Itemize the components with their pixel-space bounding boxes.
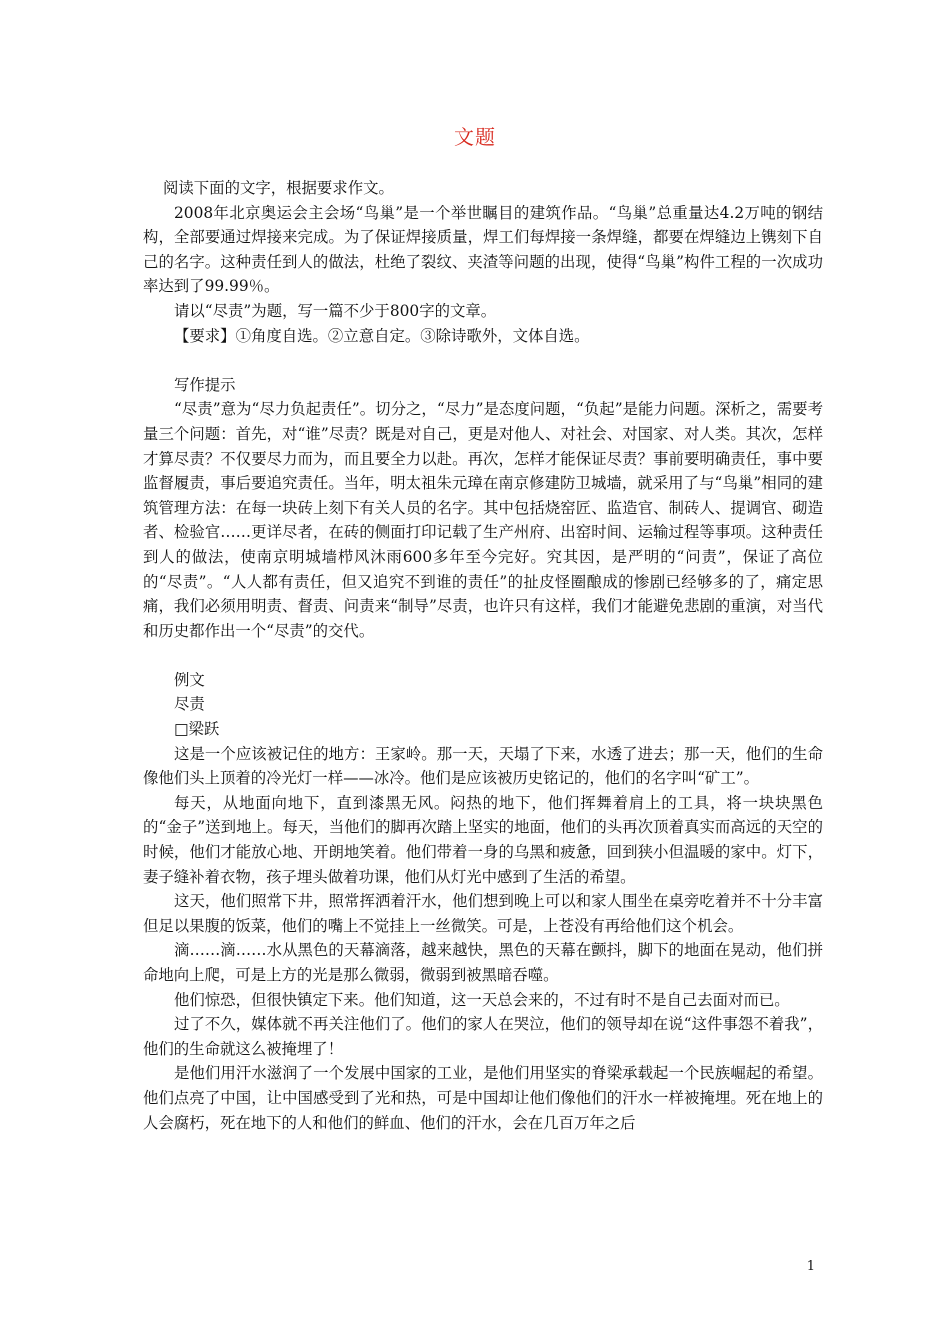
essay-paragraph: 每天，从地面向地下，直到漆黑无风。闷热的地下，他们挥舞着肩上的工具，将一块块黑色的“金子”送到地上。每天，当他们的脚再次踏上坚实的地面，他们的头再次顶着真实而高远的天空的时候，他们才能放心地、开朗地笑着。他们带着一身的乌黑和疲惫，回到狭小但温暖的家中。灯下，妻子缝补着衣物，孩子埋头做着功课，他们从灯光中感到了生活的希望。 bbox=[143, 793, 823, 886]
prompt-requirements: 【要求】①角度自选。②立意自定。③除诗歌外，文体自选。 bbox=[174, 326, 590, 345]
document-body bbox=[143, 176, 823, 1135]
section-spacer bbox=[143, 643, 823, 668]
prompt-material: 2008年北京奥运会主会场“鸟巢”是一个举世瞩目的建筑作品。“鸟巢”总重量达4.2万吨的钢结构，全部要通过焊接来完成。为了保证焊接质量，焊工们每焊接一条焊缝，都要在焊缝边上镌刻下自己的名字。这种责任到人的做法，杜绝了裂纹、夹渣等问题的出现，使得“鸟巢”构件工程的一次成功率达到了99.99％。 bbox=[143, 203, 823, 296]
hint-paragraph: “尽责”意为“尽力负起责任”。切分之，“尽力”是态度问题，“负起”是能力问题。深析之，需要考量三个问题：首先，对“谁”尽责？既是对自己，更是对他人、对社会、对国家、对人类。其次，怎样才算尽责？不仅要尽力而为，而且要全力以赴。再次，怎样才能保证尽责？事前要明确责任，事中要监督履责，事后要追究责任。当年，明太祖朱元璋在南京修建防卫城墙，就采用了与“鸟巢”相同的建筑管理方法：在每一块砖上刻下有关人员的名字。其中包括烧窑匠、监造官、制砖人、提调官、砌造者、检验官……更详尽者，在砖的侧面打印记载了生产州府、出窑时间、运输过程等事项。这种责任到人的做法，使南京明城墙栉风沐雨600多年至今完好。究其因，是严明的“问责”，保证了高位的“尽责”。“人人都有责任，但又追究不到谁的责任”的扯皮怪圈酿成的惨剧已经够多的了，痛定思痛，我们必须用明责、督责、问责来“制导”尽责，也许只有这样，我们才能避免悲剧的重演，对当代和历史都作出一个“尽责”的交代。 bbox=[143, 400, 823, 640]
essay-author: □梁跃 bbox=[174, 720, 220, 739]
essay-paragraph: 这天，他们照常下井，照常挥洒着汗水，他们想到晚上可以和家人围坐在桌旁吃着并不十分丰富但足以果腹的饭菜，他们的嘴上不觉挂上一丝微笑。可是，上苍没有再给他们这个机会。 bbox=[143, 892, 823, 935]
page-number: 1 bbox=[806, 1259, 815, 1274]
essay-title: 尽责 bbox=[174, 695, 205, 714]
essay-paragraph: 他们惊恐，但很快镇定下来。他们知道，这一天总会来的，不过有时不是自己去面对而已。 bbox=[174, 990, 790, 1009]
hint-heading: 写作提示 bbox=[174, 375, 236, 394]
document-title: 文题 bbox=[454, 125, 496, 149]
prompt-task: 请以“尽责”为题，写一篇不少于800字的文章。 bbox=[174, 301, 497, 320]
essay-paragraph: 滴……滴……水从黑色的天幕滴落，越来越快，黑色的天幕在颤抖，脚下的地面在晃动，他们拼命地向上爬，可是上方的光是那么微弱，微弱到被黑暗吞噬。 bbox=[143, 941, 823, 984]
essay-paragraph: 这是一个应该被记住的地方：王家岭。那一天，天塌了下来，水透了进去；那一天，他们的生命像他们头上顶着的冷光灯一样——冰冷。他们是应该被历史铭记的，他们的名字叫“矿工”。 bbox=[143, 744, 823, 788]
prompt-intro: 阅读下面的文字，根据要求作文。 bbox=[163, 179, 394, 197]
essay-paragraph: 过了不久，媒体就不再关注他们了。他们的家人在哭泣，他们的领导却在说“这件事怨不着我”，他们的生命就这么被掩埋了！ bbox=[143, 1015, 823, 1058]
essay-label: 例文 bbox=[174, 670, 205, 689]
section-spacer bbox=[143, 348, 823, 373]
essay-paragraph: 是他们用汗水滋润了一个发展中国家的工业，是他们用坚实的脊梁承载起一个民族崛起的希望。他们点亮了中国，让中国感受到了光和热，可是中国却让他们像他们的汗水一样被掩埋。死在地上的人会腐朽，死在地下的人和他们的鲜血、他们的汗水，会在几百万年之后 bbox=[143, 1064, 823, 1132]
